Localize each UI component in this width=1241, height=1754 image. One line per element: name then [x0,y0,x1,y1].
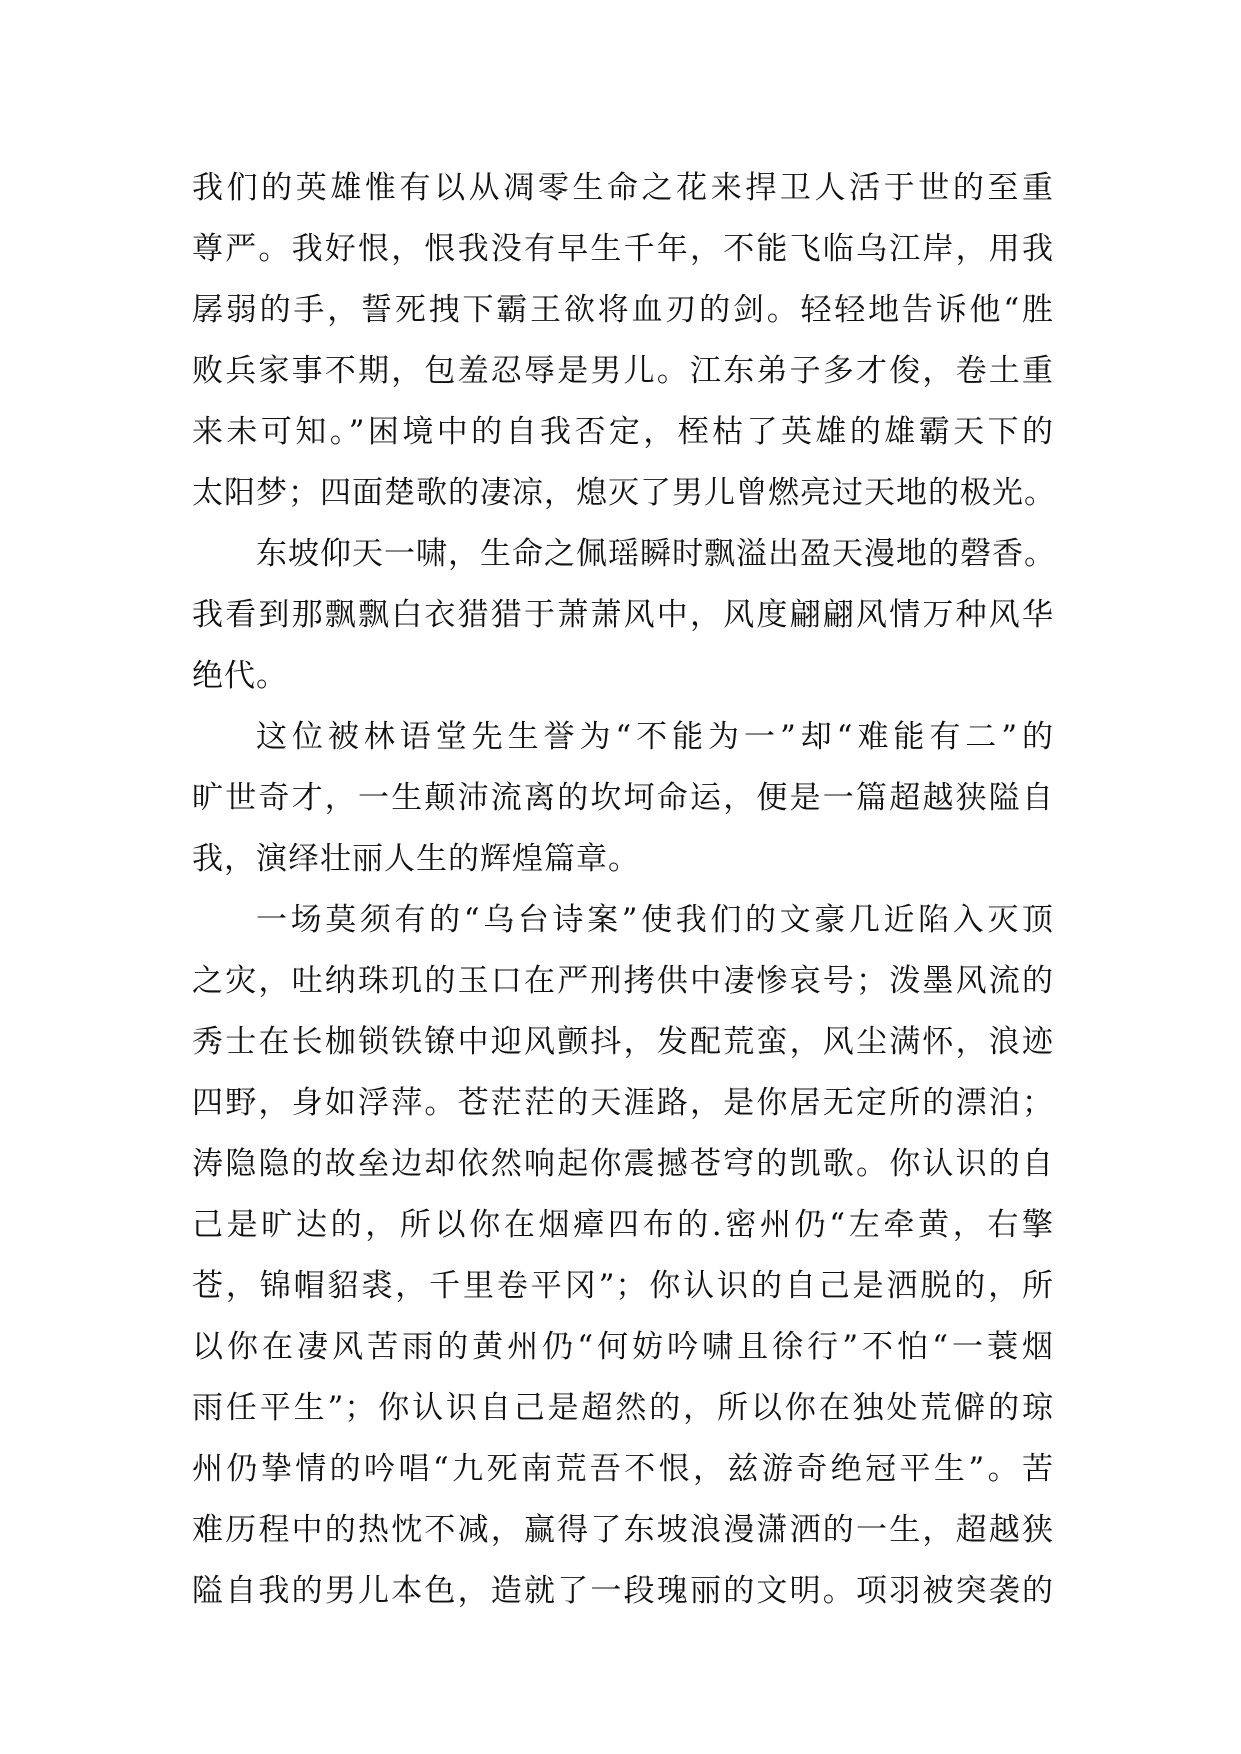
text-line: 绝代。 [192,658,288,694]
text-line: 隘自我的男儿本色，造就了一段瑰丽的文明。项羽被突袭的 [192,1573,1054,1609]
text-line: 我，演绎壮丽人生的辉煌篇章。 [192,841,640,877]
text-line: 秀士在长枷锁铁镣中迎风颤抖，发配荒蛮，风尘满怀，浪迹 [192,1024,1054,1060]
text-line: 尊严。我好恨，恨我没有早生千年，不能飞临乌江岸，用我 [192,231,1054,267]
text-line: 难历程中的热忱不减，赢得了东坡浪漫潇洒的一生，超越狭 [192,1512,1054,1548]
document-body [192,158,1054,1622]
paragraph-first-line: 这位被林语堂先生誉为“不能为一”却“难能有二”的 [256,719,1054,755]
text-line: 之灾，吐纳珠玑的玉口在严刑拷供中凄惨哀号；泼墨风流的 [192,963,1054,999]
text-line: 雨任平生”；你认识自己是超然的，所以你在独处荒僻的琼 [192,1390,1054,1426]
text-line: 旷世奇才，一生颠沛流离的坎坷命运，便是一篇超越狭隘自 [192,780,1054,816]
text-line: 我看到那飘飘白衣猎猎于萧萧风中，风度翩翩风情万种风华 [192,597,1054,633]
text-line: 己是旷达的，所以你在烟瘴四布的.密州仍“左牵黄，右擎 [192,1207,1054,1243]
paragraph-first-line: 一场莫须有的“乌台诗案”使我们的文豪几近陷入灭顶 [256,902,1054,938]
text-line: 四野，身如浮萍。苍茫茫的天涯路，是你居无定所的漂泊； [192,1085,1054,1121]
text-line: 我们的英雄惟有以从凋零生命之花来捍卫人活于世的至重 [192,170,1054,206]
text-line: 苍，锦帽貂裘，千里卷平冈”；你认识的自己是洒脱的，所 [192,1268,1054,1304]
text-line: 来未可知。”困境中的自我否定，桎枯了英雄的雄霸天下的 [192,414,1054,450]
text-line: 以你在凄风苦雨的黄州仍“何妨吟啸且徐行”不怕“一蓑烟 [192,1329,1054,1365]
text-line: 涛隐隐的故垒边却依然响起你震撼苍穹的凯歌。你认识的自 [192,1146,1054,1182]
text-line: 州仍挚情的吟唱“九死南荒吾不恨，兹游奇绝冠平生”。苦 [192,1451,1054,1487]
text-line: 太阳梦；四面楚歌的凄凉，熄灭了男儿曾燃亮过天地的极光。 [192,475,1056,511]
text-line: 败兵家事不期，包羞忍辱是男儿。江东弟子多才俊，卷土重 [192,353,1054,389]
paragraph-first-line: 东坡仰天一啸，生命之佩瑶瞬时飘溢出盈天漫地的磬香。 [256,536,1056,572]
text-line: 孱弱的手，誓死拽下霸王欲将血刃的剑。轻轻地告诉他“胜 [192,292,1054,328]
